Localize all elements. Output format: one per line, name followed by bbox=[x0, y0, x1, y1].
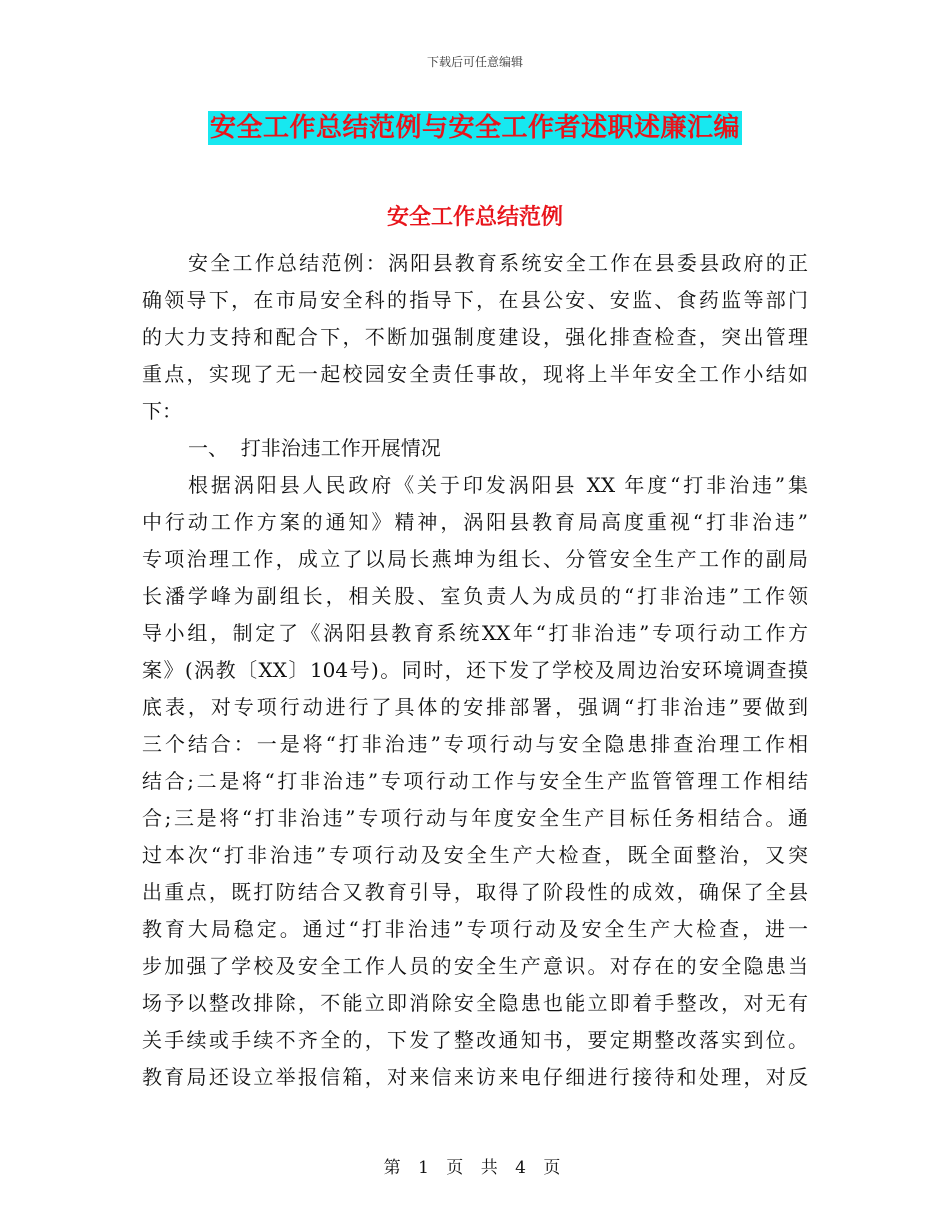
paragraph-line: 的大力支持和配合下，不断加强制度建设，强化排查检查，突出管理 bbox=[142, 325, 808, 349]
paragraph-line: 关手续或手续不齐全的，下发了整改通知书，要定期整改落实到位。 bbox=[142, 1028, 808, 1052]
paragraph-line: 出重点，既打防结合又教育引导，取得了阶段性的成效，确保了全县 bbox=[142, 880, 808, 904]
paragraph-line: 过本次“打非治违”专项行动及安全生产大检查，既全面整治，又突 bbox=[142, 843, 808, 867]
paragraph-line: 根据涡阳县人民政府《关于印发涡阳县 XX 年度“打非治违”集 bbox=[188, 473, 808, 497]
paragraph-line: 重点，实现了无一起校园安全责任事故，现将上半年安全工作小结如 bbox=[142, 362, 808, 386]
paragraph-line: 安全工作总结范例：涡阳县教育系统安全工作在县委县政府的正 bbox=[188, 251, 808, 275]
paragraph-line: 场予以整改排除，不能立即消除安全隐患也能立即着手整改，对无有 bbox=[142, 991, 808, 1015]
paragraph-line: 步加强了学校及安全工作人员的安全生产意识。对存在的安全隐患当 bbox=[142, 954, 808, 978]
page-number: 第 1 页 共 4 页 bbox=[383, 1158, 567, 1178]
paragraph-line: 确领导下，在市局安全科的指导下，在县公安、安监、食药监等部门 bbox=[142, 288, 808, 312]
paragraph-line: 下： bbox=[142, 399, 182, 423]
paragraph-line: 导小组，制定了《涡阳县教育系统XX年“打非治违”专项行动工作方 bbox=[142, 621, 808, 645]
paragraph-line: 三个结合：一是将“打非治违”专项行动与安全隐患排查治理工作相 bbox=[142, 732, 808, 756]
paragraph-line: 案》(涡教〔XX〕104号)。同时，还下发了学校及周边治安环境调查摸 bbox=[142, 658, 808, 682]
document-title: 安全工作总结范例与安全工作者述职述廉汇编 bbox=[209, 113, 740, 143]
page-header: 下载后可任意编辑 bbox=[426, 55, 523, 69]
section-title: 安全工作总结范例 bbox=[386, 205, 563, 230]
section-heading: 一、 打非治违工作开展情况 bbox=[188, 436, 441, 460]
paragraph-line: 结合;二是将“打非治违”专项行动工作与安全生产监管管理工作相结 bbox=[142, 769, 808, 793]
paragraph-line: 合;三是将“打非治违”专项行动与年度安全生产目标任务相结合。通 bbox=[142, 806, 808, 830]
document-body bbox=[142, 245, 808, 1096]
paragraph-line: 长潘学峰为副组长，相关股、室负责人为成员的“打非治违”工作领 bbox=[142, 584, 808, 608]
paragraph-line: 中行动工作方案的通知》精神，涡阳县教育局高度重视“打非治违” bbox=[142, 510, 808, 534]
paragraph-line: 底表，对专项行动进行了具体的安排部署，强调“打非治违”要做到 bbox=[142, 695, 808, 719]
paragraph-line: 教育大局稳定。通过“打非治违”专项行动及安全生产大检查，进一 bbox=[142, 917, 808, 941]
paragraph-line: 教育局还设立举报信箱，对来信来访来电仔细进行接待和处理，对反 bbox=[142, 1065, 808, 1089]
paragraph-line: 专项治理工作，成立了以局长燕坤为组长、分管安全生产工作的副局 bbox=[142, 547, 808, 571]
